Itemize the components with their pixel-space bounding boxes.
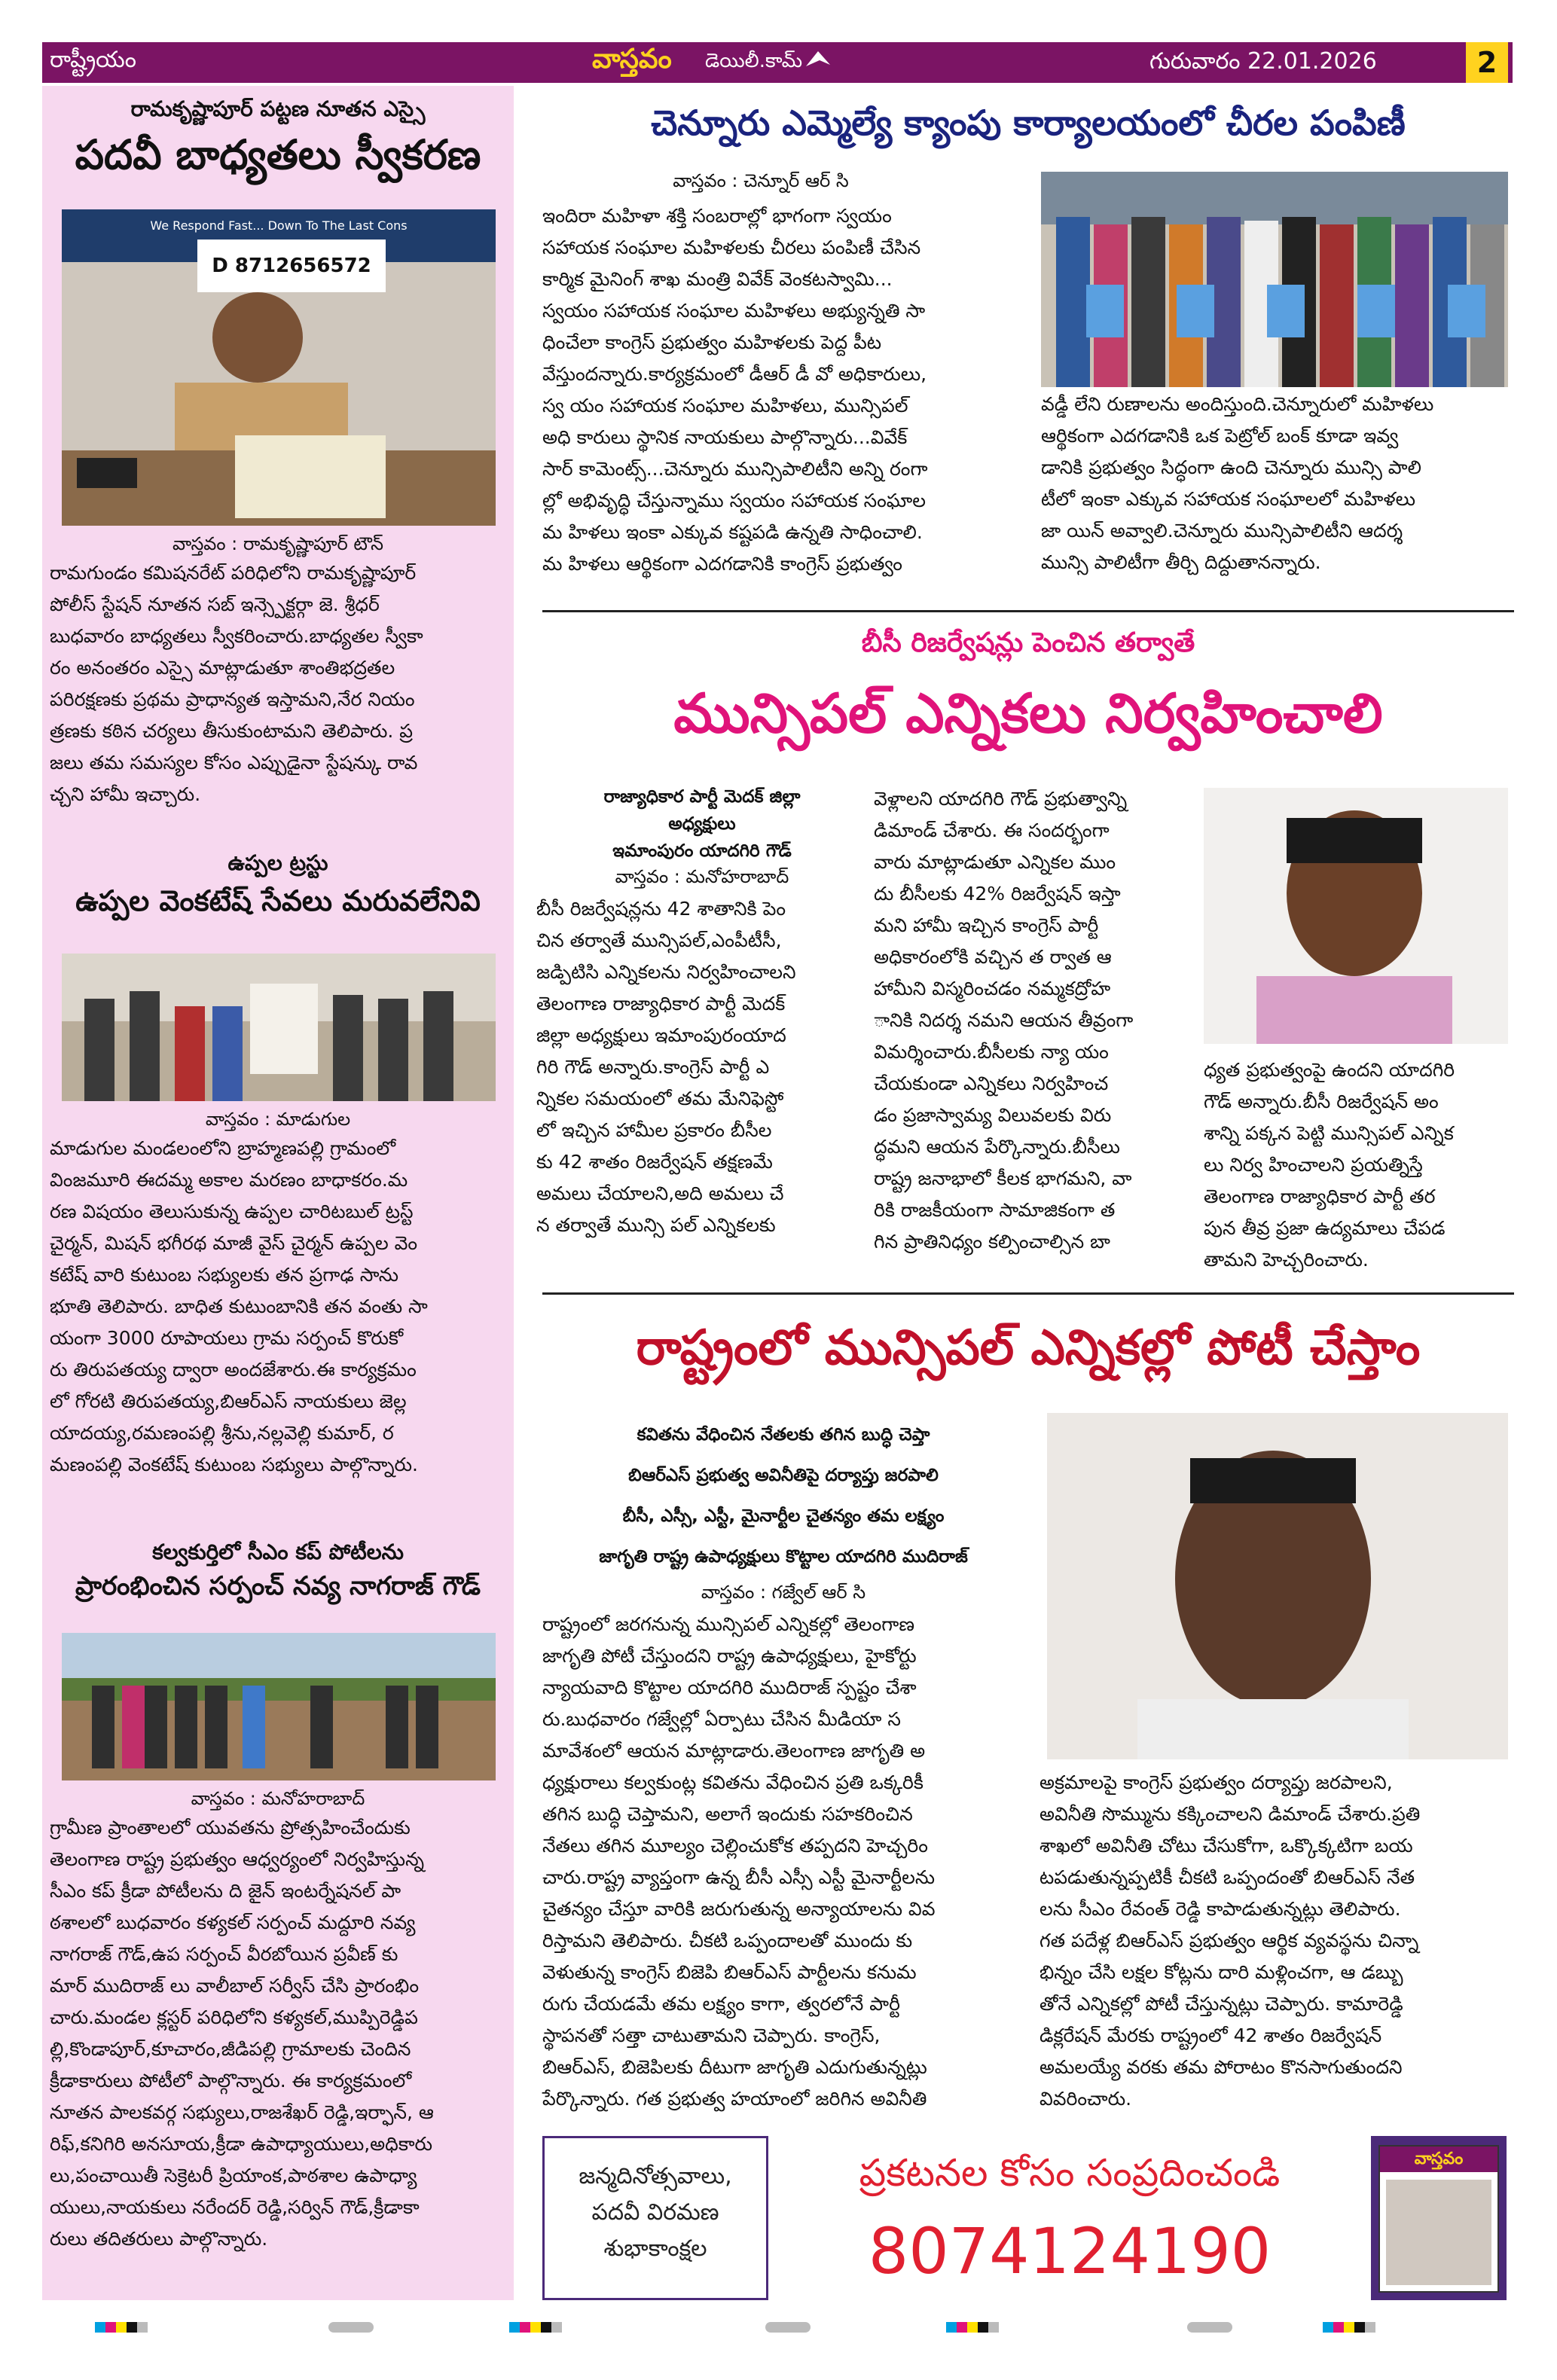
story6-portrait — [1047, 1413, 1508, 1759]
story4-dateline: వాస్తవం : చెన్నూర్ ఆర్ సి — [673, 170, 849, 191]
text-line: బీసీ, ఎస్సీ, ఎస్టీ, మైనార్టీల చైతన్యం తమ లక్ష్యం — [622, 1506, 945, 1526]
text-line: యంగా 3000 రూపాయలు గ్రామ సర్పంచ్ కొరుకో — [50, 1327, 404, 1349]
story6-dateline: వాస్తవం : గజ్వేల్ ఆర్ సి — [701, 1582, 866, 1603]
story5-dateline: వాస్తవం : మనోహరాబాద్ — [615, 866, 789, 887]
text-line: రాజ్యాధికార పార్టీ మెదక్ జిల్లా — [603, 787, 801, 807]
text-line: స్థాపనతో సత్తా చాటుతామని చెప్పారు. కాంగ్రెస్, — [542, 2025, 881, 2046]
ad-thumbnail — [1378, 2145, 1499, 2293]
text-line: చారు.మండల క్లస్టర్ పరిధిలోని కళ్యకల్,ముప్పిరెడ్డిప — [50, 2006, 418, 2028]
story4-body-left — [542, 200, 1017, 580]
text-line: పదవీ విరమణ — [591, 2199, 719, 2226]
text-line: కు 42 శాతం రిజర్వేషన్ తక్షణమే — [536, 1151, 773, 1173]
text-line: మ హిళలు ఇంకా ఎక్కువ కష్టపడి ఉన్నతి సాధించాలి. — [542, 521, 923, 543]
text-line: అధి కారులు స్థానిక నాయకులు పాల్గొన్నారు...వివేక్ — [542, 426, 908, 448]
text-line: లో ఇచ్చిన హామీల ప్రకారం బీసీల — [536, 1119, 772, 1141]
story1-dateline: వాస్తవం : రామకృష్ణాపూర్ టౌన్ — [172, 533, 383, 554]
masthead-sub: డెయిలీ.కామ్ — [705, 50, 803, 72]
text-line: పరిరక్షణకు ప్రథమ ప్రాధాన్యత ఇస్తామని,నేర నియం — [50, 688, 415, 710]
text-line: పున తీవ్ర ప్రజా ఉద్యమాలు చేపడ — [1204, 1217, 1446, 1239]
text-line: చిన తర్వాతే మున్సిపల్,ఎంపీటీసీ, — [536, 929, 782, 951]
text-line: జాగృతి రాష్ట్ర ఉపాధ్యక్షులు కొట్టాల యాదగిరి ముదిరాజ్ — [599, 1547, 968, 1567]
story3-headline: ప్రారంభించిన సర్పంచ్ నవ్య నాగరాజ్ గౌడ్ — [75, 1571, 481, 1601]
text-line: మున్సి పాలిటీగా తీర్చి దిద్దుతానన్నారు. — [1041, 551, 1321, 573]
text-line: వివరించారు. — [1040, 2088, 1132, 2110]
text-line: చేయకుండా ఎన్నికలు నిర్వహించ — [874, 1073, 1109, 1094]
text-line: దు బీసీలకు 42% రిజర్వేషన్ ఇస్తా — [874, 883, 1121, 905]
text-line: బిఆర్ఎస్, బిజెపిలకు దీటుగా జాగృతి ఎదుగుతున్నట్లు — [542, 2056, 927, 2078]
story5-byline — [536, 783, 868, 865]
ad-banner — [542, 2136, 1507, 2300]
text-line: స్వ యం సహాయక సంఘాల మహిళలు, మున్సిపల్ — [542, 395, 908, 416]
text-line: లను సీఎం రేవంత్ రెడ్డి కాపాడుతున్నట్లు తెలిపారు. — [1040, 1898, 1401, 1920]
text-line: అమలయ్యే వరకు తమ పోరాటం కొనసాగుతుందని — [1040, 2056, 1403, 2078]
divider — [542, 1292, 1514, 1295]
text-line: మని హామీ ఇచ్చిన కాంగ్రెస్ పార్టీ — [874, 914, 1099, 936]
text-line: వడ్డీ లేని రుణాలను అందిస్తుంది.చెన్నూరులో మహిళలు — [1041, 393, 1434, 415]
text-line: రు తిరుపతయ్య ద్వారా అందజేశారు.ఈ కార్యక్రమం — [50, 1359, 417, 1381]
text-line: అధ్యక్షులు — [668, 814, 736, 834]
text-line: రు.బుధవారం గజ్వేల్లో ఏర్పాటు చేసిన మీడియా స — [542, 1708, 901, 1730]
text-line: జడ్పిటిసి ఎన్నికలను నిర్వహించాలని — [536, 961, 796, 983]
text-line: వారు మాట్లాడుతూ ఎన్నికల ముం — [874, 851, 1116, 873]
bird-icon — [803, 45, 833, 82]
text-line: నేతలు తగిన మూల్యం చెల్లించుకోక తప్పదని హెచ్చరిం — [542, 1835, 928, 1857]
text-line: ఆర్థికంగా ఎదగడానికి ఒక పెట్రోల్ బంక్ కూడా ఇవ్వ — [1041, 425, 1399, 447]
text-line: ఇమాంపురం యాదగిరి గౌడ్ — [612, 841, 792, 861]
text-line: గౌడ్ అన్నారు.బీసీ రిజర్వేషన్ అం — [1204, 1091, 1439, 1112]
text-line: త్రణకు కఠిన చర్యలు తీసుకుంటామని తెలిపారు. ప్ర — [50, 720, 414, 742]
text-line: చారు.రాష్ట్ర వ్యాప్తంగా ఉన్న బీసీ ఎస్సీ ఎస్టీ మైనార్టీలను — [542, 1866, 936, 1888]
text-line: శాఖలో అవినీతి చోటు చేసుకోగా, ఒక్కొక్కటిగా బయ — [1040, 1835, 1413, 1857]
text-line: జిల్లా అధ్యక్షులు ఇమాంపురంయాద — [536, 1024, 786, 1046]
story1-kicker: రామకృష్ణాపూర్ పట్టణ నూతన ఎస్సై — [130, 96, 426, 121]
story5-col-c — [1204, 1054, 1508, 1276]
text-line: రికి రాజకీయంగా సామాజికంగా త — [874, 1199, 1116, 1221]
text-line: భిన్నం చేసి లక్షల కోట్లను దారి మళ్లించగా, ఆ డబ్బు — [1040, 1961, 1403, 1983]
text-line: కటేష్ వారి కుటుంబ సభ్యులకు తన ప్రగాఢ సాను — [50, 1264, 399, 1286]
text-line: ఠశాలలో బుధవారం కళ్యకల్ సర్పంచ్ మద్దూరి నవ్య — [50, 1912, 416, 1933]
text-line: ానికి నిదర్శ నమని ఆయన తీవ్రంగా — [874, 1009, 1134, 1031]
story1-body — [50, 557, 506, 810]
story6-subheads — [542, 1414, 1024, 1577]
text-line: డం ప్రజాస్వామ్య విలువలకు విరు — [874, 1104, 1112, 1126]
text-line: తెలంగాణ రాష్ట్ర ప్రభుత్వం ఆధ్వర్యంలో నిర్వహిస్తున్న — [50, 1848, 425, 1870]
text-line: పేర్కొన్నారు. గత ప్రభుత్వ హయాంలో జరిగిన అవినీతి — [542, 2088, 927, 2110]
text-line: చ్చని హామీ ఇచ్చారు. — [50, 783, 201, 805]
text-line: న్యాయవాది కొట్టాల యాదగిరి ముదిరాజ్ స్పష్టం చేశా — [542, 1677, 917, 1698]
section-name: రాష్ట్రీయం — [50, 47, 136, 73]
text-line: కవితను వేధించిన నేతలకు తగిన బుద్ధి చెప్తా — [637, 1425, 930, 1445]
text-line: బుధవారం బాధ్యతలు స్వీకరించారు.బాధ్యతల స్వీకా — [50, 625, 423, 647]
text-line: విమర్శించారు.బీసీలకు న్యా యం — [874, 1041, 1109, 1063]
ad-thumb-image — [1386, 2180, 1491, 2285]
text-line: టీలో ఇంకా ఎక్కువ సహాయక సంఘాలలో మహిళలు — [1041, 488, 1416, 510]
text-line: రం అనంతరం ఎస్సై మాట్లాడుతూ శాంతిభద్రతల — [50, 657, 395, 679]
photo-text-number: D 8712656572 — [212, 255, 371, 277]
text-line: ధ్యత ప్రభుత్వంపై ఉందని యాదగిరి — [1204, 1059, 1455, 1081]
text-line: రులు తదితరులు పాల్గొన్నారు. — [50, 2228, 268, 2250]
story3-body — [50, 1812, 506, 2255]
text-line: పోలీస్ స్టేషన్ నూతన సబ్ ఇన్స్పెక్టర్గా జె. శ్రీధర్ — [50, 593, 380, 615]
story2-headline: ఉప్పల వెంకటేష్ సేవలు మరువలేనివి — [75, 884, 481, 917]
text-line: అక్రమాలపై కాంగ్రెస్ ప్రభుత్వం దర్యాప్తు జరపాలని, — [1040, 1771, 1393, 1793]
text-line: శుభాకాంక్షల — [603, 2235, 707, 2262]
ad-left-text — [550, 2159, 761, 2267]
story5-portrait — [1204, 788, 1508, 1044]
text-line: తామని హెచ్చరించారు. — [1204, 1249, 1369, 1271]
text-line: మార్ ముదిరాజ్ లు వాలీబాల్ సర్వీస్ చేసి ప్రారంభిం — [50, 1975, 420, 1997]
text-line: నాగరాజ్ గౌడ్,ఉప సర్పంచ్ వీరబోయిన ప్రవీణ్ కు — [50, 1943, 398, 1965]
text-line: నూతన పాలకవర్గ సభ్యులు,రాజశేఖర్ రెడ్డి,ఇర్ఫాన్, ఆ — [50, 2101, 434, 2123]
text-line: జలు తమ సమస్యల కోసం ఎప్పుడైనా స్టేషన్కు రావ — [50, 752, 418, 774]
text-line: వింజమూరి ఈదమ్మ అకాల మరణం బాధాకరం.మ — [50, 1169, 408, 1191]
text-line: ల్లి,కొండాపూర్,కూచారం,జీడిపల్లి గ్రామాలకు చెందిన — [50, 2038, 411, 2060]
text-line: జన్మదినోత్సవాలు, — [579, 2163, 732, 2189]
text-line: ధ్యక్షురాలు కల్వకుంట్ల కవితను వేధించిన ప్రతి ఒక్కరికీ — [542, 1771, 924, 1793]
story1-photo — [62, 209, 496, 526]
print-registration-strip — [42, 2320, 1511, 2335]
text-line: లు నిర్వ హించాలని ప్రయత్నిస్తే — [1204, 1154, 1423, 1176]
text-line: రిఫ్,కనిగిరి అనసూయ,క్రీడా ఉపాధ్యాయులు,అధికారు — [50, 2133, 432, 2155]
text-line: డిమాండ్ చేశారు. ఈ సందర్భంగా — [874, 819, 1110, 841]
text-line: రామగుండం కమిషనరేట్ పరిధిలోని రామకృష్ణాపూర్ — [50, 562, 417, 584]
masthead-logo: వాస్తవం — [592, 44, 672, 75]
text-line: న్నికల సమయంలో తమ మేనిఫెస్టో — [536, 1088, 784, 1109]
text-line: యులు,నాయకులు నరేందర్ రెడ్డి,సర్విన్ గౌడ్,క్రీడాకా — [50, 2196, 420, 2218]
story6-headline: రాష్ట్రంలో మున్సిపల్ ఎన్నికల్లో పోటీ చేస్తాం — [636, 1320, 1421, 1376]
story3-kicker: కల్వకుర్తిలో సీఎం కప్ పోటీలను — [152, 1539, 404, 1564]
story3-photo — [62, 1633, 496, 1780]
story1-headline: పదవీ బాధ్యతలు స్వీకరణ — [75, 131, 481, 178]
text-line: గ్రామీణ ప్రాంతాలలో యువతను ప్రోత్సహించేందుకు — [50, 1817, 411, 1838]
ad-thumb-title: వాస్తవం — [1380, 2147, 1497, 2172]
text-line: రాష్ట్ర జనాభాలో కీలక భాగమని, వా — [874, 1167, 1132, 1189]
text-line: గిన ప్రాతినిధ్యం కల్పించాల్సిన బా — [874, 1231, 1110, 1253]
text-line: సార్ కామెంట్స్...చెన్నూరు మున్సిపాలిటీని అన్ని రంగా — [542, 458, 928, 480]
text-line: జాగృతి పోటీ చేస్తుందని రాష్ట్ర ఉపాధ్యక్షులు, హైకోర్టు — [542, 1645, 917, 1667]
text-line: గిరి గౌడ్ అన్నారు.కాంగ్రెస్ పార్టీ ఎ — [536, 1056, 770, 1078]
ad-phone[interactable]: 8074124190 — [868, 2214, 1272, 2288]
text-line: డిక్లరేషన్ మేరకు రాష్ట్రంలో 42 శాతం రిజర్వేషన్ — [1040, 2025, 1382, 2046]
text-line: చైతన్యం చేస్తూ వారికి జరుగుతున్న అన్యాయాలను వివ — [542, 1898, 936, 1920]
text-line: స్వయం సహాయక సంఘాల మహిళలు అభ్యున్నతి సా — [542, 300, 926, 322]
story3-dateline: వాస్తవం : మనోహరాబాద్ — [191, 1788, 365, 1809]
text-line: శాన్ని పక్కన పెట్టి మున్సిపల్ ఎన్నిక — [1204, 1122, 1454, 1144]
text-line: క్రీడాకారులు పోటీలో పాల్గొన్నారు. ఈ కార్యక్రమంలో — [50, 2070, 412, 2092]
story5-col-a — [536, 893, 868, 1241]
story2-dateline: వాస్తవం : మాడుగుల — [205, 1109, 351, 1130]
text-line: మాడుగుల మండలంలోని బ్రాహ్మణపల్లి గ్రామంలో — [50, 1137, 396, 1159]
issue-date: గురువారం 22.01.2026 — [1149, 48, 1377, 75]
text-line: మావేశంలో ఆయన మాట్లాడారు.తెలంగాణ జాగృతి అ — [542, 1740, 926, 1762]
text-line: అధికారంలోకి వచ్చిన త ర్వాత ఆ — [874, 946, 1112, 968]
text-line: వెళుతున్న కాంగ్రెస్ బిజెపి బిఆర్ఎస్ పార్టీలను కనుమ — [542, 1961, 917, 1983]
story6-col-right — [1040, 1767, 1514, 2115]
ad-title: ప్రకటనల కోసం సంప్రదించండి — [859, 2151, 1281, 2195]
story5-headline: మున్సిపల్ ఎన్నికలు నిర్వహించాలి — [673, 682, 1383, 745]
text-line: అమలు చేయాలని,అది అమలు చే — [536, 1182, 784, 1204]
text-line: మణంపల్లి వెంకటేష్ కుటుంబ సభ్యులు పాల్గొన్నారు. — [50, 1454, 418, 1475]
text-line: జా యిన్ అవ్వాలి.చెన్నూరు మున్సిపాలిటీని ఆదర్శ — [1041, 520, 1403, 542]
text-line: రిస్తామని తెలిపారు. చీకటి ఒప్పందాలతో ముందు కు — [542, 1930, 913, 1951]
story2-photo — [62, 954, 496, 1101]
text-line: తెలంగాణ రాజ్యాధికార పార్టీ మెదక్ — [536, 993, 786, 1015]
text-line: ల్లో అభివృద్ధి చేస్తున్నాము స్వయం సహాయక సంఘాల — [542, 490, 927, 511]
text-line: మ హిళలు ఆర్థికంగా ఎదగడానికి కాంగ్రెస్ ప్రభుత్వం — [542, 553, 902, 575]
text-line: బీసీ రిజర్వేషన్లను 42 శాతానికి పెం — [536, 898, 786, 920]
story5-col-b — [874, 783, 1205, 1258]
text-line: ఇందిరా మహిళా శక్తి సంబరాల్లో భాగంగా స్వయం — [542, 205, 892, 227]
text-line: లో గోరటి తిరుపతయ్య,బిఆర్ఎస్ నాయకులు జెల్ల — [50, 1390, 407, 1412]
text-line: వెళ్లాలని యాదగిరి గౌడ్ ప్రభుత్వాన్ని — [874, 788, 1128, 810]
text-line: సీఎం కప్ క్రీడా పోటీలను ది జైన్ ఇంటర్నేషనల్ పా — [50, 1880, 401, 1902]
text-line: భూతి తెలిపారు. బాధిత కుటుంబానికి తన వంతు సా — [50, 1295, 428, 1317]
story2-kicker: ఉప్పల ట్రస్టు — [227, 850, 328, 875]
text-line: గత పదేళ్ల బిఆర్ఎస్ ప్రభుత్వం ఆర్థిక వ్యవస్థను చిన్నా — [1040, 1930, 1419, 1951]
text-line: బిఆర్ఎస్ ప్రభుత్వ అవినీతిపై దర్యాప్తు జరపాలి — [628, 1466, 939, 1485]
text-line: ద్ధమని ఆయన పేర్కొన్నారు.బీసీలు — [874, 1136, 1120, 1158]
text-line: రాష్ట్రంలో జరగనున్న మున్సిపల్ ఎన్నికల్లో తెలంగాణ — [542, 1613, 914, 1635]
text-line: సహాయక సంఘాల మహిళలకు చీరలు పంపిణీ చేసిన — [542, 236, 921, 258]
photo-text-top: We Respond Fast... Down To The Last Cons — [150, 218, 408, 233]
text-line: టపడుతున్నప్పటికీ చీకటి ఒప్పందంతో బిఆర్ఎస్ నేత — [1040, 1866, 1415, 1888]
text-line: యాదయ్య,రమణంపల్లి శ్రీను,నల్లవెల్లి కుమార్, ర — [50, 1422, 394, 1444]
story5-kicker: బీసీ రిజర్వేషన్లు పెంచిన తర్వాతే — [861, 627, 1195, 658]
page-number: 2 — [1466, 42, 1508, 83]
page-header — [42, 42, 1513, 83]
text-line: రణ విషయం తెలుసుకున్న ఉప్పల చారిటబుల్ ట్రస్ట్ — [50, 1201, 414, 1222]
text-line: తెలంగాణ రాజ్యాధికార పార్టీ తర — [1204, 1185, 1436, 1207]
text-line: డానికి ప్రభుత్వం సిద్ధంగా ఉంది చెన్నూరు మున్సి పాలి — [1041, 456, 1421, 478]
text-line: చైర్మన్, మిషన్ భగీరథ మాజీ వైస్ చైర్మన్ ఉప్పల వెం — [50, 1232, 418, 1254]
text-line: ధించేలా కాంగ్రెస్ ప్రభుత్వం మహిళలకు పెద్ద పీట — [542, 331, 882, 353]
text-line: హామీని విస్మరించడం నమ్మకద్రోహ — [874, 978, 1111, 999]
divider — [542, 610, 1514, 612]
story6-col-left — [542, 1609, 1032, 2115]
text-line: కార్మిక మైనింగ్ శాఖ మంత్రి వివేక్ వెంకటస్వామి... — [542, 268, 893, 290]
text-line: న తర్వాతే మున్సి పల్ ఎన్నికలకు — [536, 1214, 776, 1236]
text-line: తోనే ఎన్నికల్లో పోటీ చేస్తున్నట్లు చెప్పారు. కామారెడ్డి — [1040, 1993, 1403, 2015]
text-line: తగిన బుద్ధి చెప్తామని, అలాగే ఇందుకు సహకరించిన — [542, 1803, 913, 1825]
text-line: లు,పంచాయితీ సెక్రెటరీ ప్రియాంక,పాఠశాల ఉపాధ్యా — [50, 2165, 417, 2186]
text-line: వేస్తుందన్నారు.కార్యక్రమంలో డీఆర్ డీ వో అధికారులు, — [542, 363, 927, 385]
story4-photo — [1041, 172, 1508, 387]
story4-headline: చెన్నూరు ఎమ్మెల్యే క్యాంపు కార్యాలయంలో చీరల పంపిణీ — [651, 102, 1406, 143]
story4-body-right — [1041, 389, 1508, 578]
story2-body — [50, 1133, 506, 1481]
text-line: రుగు చేయడమే తమ లక్ష్యం కాగా, త్వరలోనే పార్టీ — [542, 1993, 900, 2015]
text-line: అవినీతి సొమ్మును కక్కించాలని డిమాండ్ చేశారు.ప్రతి — [1040, 1803, 1421, 1825]
